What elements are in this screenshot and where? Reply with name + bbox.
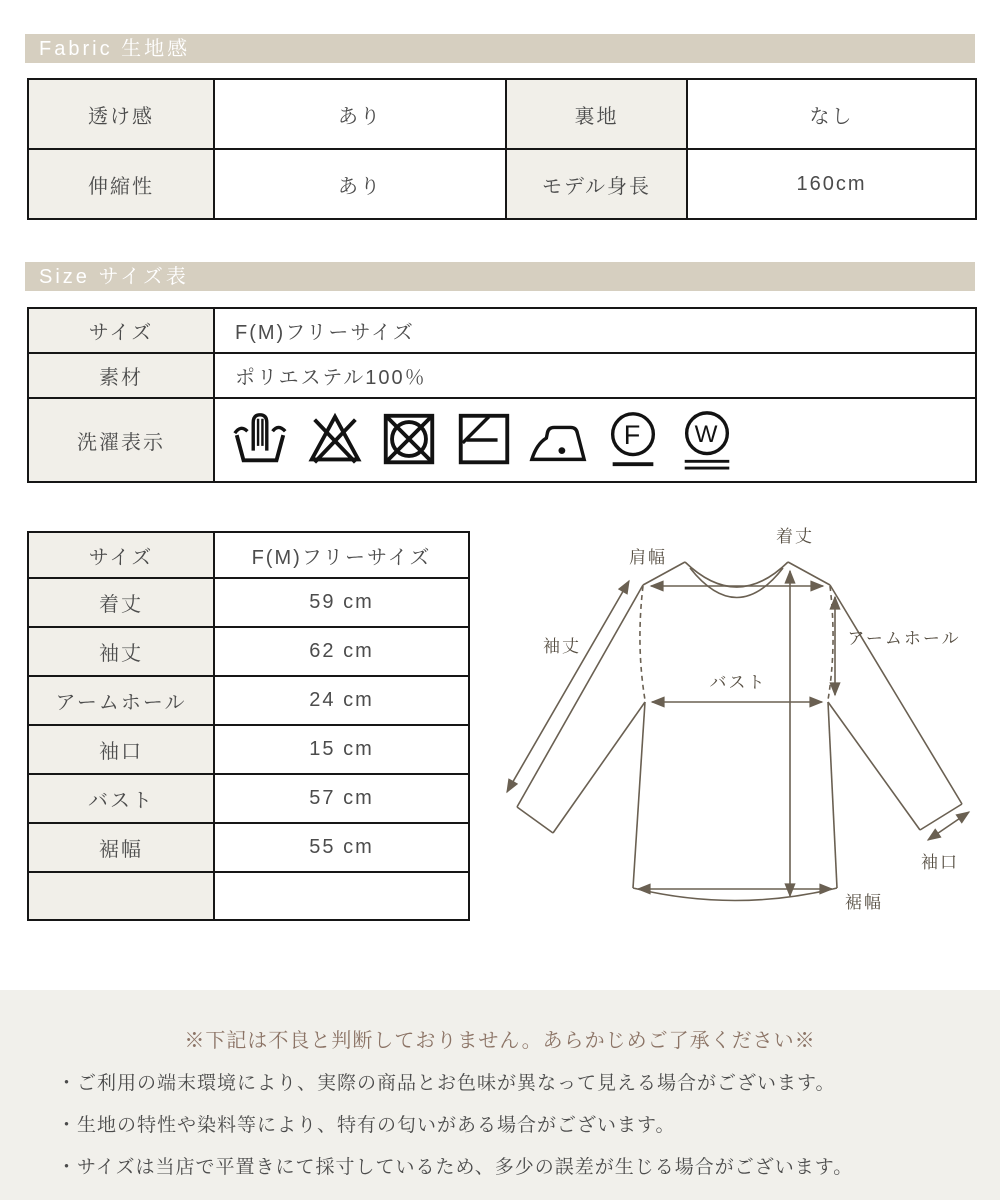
measurement-table (27, 531, 470, 921)
care-symbols (214, 398, 976, 482)
table-row (28, 308, 976, 353)
table-row (28, 149, 976, 219)
meas-label-empty (28, 872, 214, 920)
garment-measurement-diagram (470, 500, 1000, 940)
meas-value-cuff: 15 cm (214, 725, 469, 774)
list-item: ・ご利用の端末環境により、実際の商品とお色味が異なって見える場合がございます。 (57, 1073, 836, 1094)
meas-value-bust: 57 cm (214, 774, 469, 823)
disclaimer-title: ※下記は不良と判断しておりません。あらかじめご了承ください※ (184, 1030, 816, 1052)
diagram-label-sleeve: 袖丈 (543, 637, 581, 656)
size-value: F(M)フリーサイズ (214, 308, 976, 353)
fabric-label-sheerness: 透け感 (28, 79, 214, 149)
sleeve-length-arrow (507, 581, 629, 792)
wet-clean-W-icon (676, 407, 738, 473)
table-row (28, 823, 469, 872)
table-row (28, 398, 976, 482)
meas-value-empty (214, 872, 469, 920)
diagram-label-length: 着丈 (776, 527, 814, 546)
svg-text:F: F (623, 418, 643, 450)
diagram-label-shoulder: 肩幅 (629, 548, 667, 567)
material-label: 素材 (28, 353, 214, 398)
meas-col-header-size: サイズ (28, 532, 214, 578)
meas-col-header-value: F(M)フリーサイズ (214, 532, 469, 578)
list-item: ・生地の特性や染料等により、特有の匂いがある場合がございます。 (57, 1115, 676, 1136)
fabric-value-stretch: あり (214, 149, 506, 219)
table-row (28, 676, 469, 725)
table-row (28, 872, 469, 920)
fabric-value-model-height: 160cm (687, 149, 976, 219)
meas-value-armhole: 24 cm (214, 676, 469, 725)
measure-arrows (507, 571, 969, 896)
fabric-value-lining: なし (687, 79, 976, 149)
table-row (28, 578, 469, 627)
meas-label-cuff: 袖口 (28, 725, 214, 774)
fabric-label-model-height: モデル身長 (506, 149, 687, 219)
fabric-section-header: Fabric 生地感 (25, 34, 975, 63)
hand-wash-icon (229, 407, 291, 473)
size-info-table (27, 307, 977, 483)
fabric-table (27, 78, 977, 220)
do-not-tumble-dry-icon (378, 407, 440, 473)
meas-label-length: 着丈 (28, 578, 214, 627)
do-not-bleach-icon (304, 407, 366, 473)
table-row (28, 774, 469, 823)
fabric-value-sheerness: あり (214, 79, 506, 149)
svg-text:W: W (694, 420, 720, 448)
meas-label-armhole: アームホール (28, 676, 214, 725)
meas-value-sleeve: 62 cm (214, 627, 469, 676)
cuff-arrow (928, 812, 969, 840)
meas-label-sleeve: 袖丈 (28, 627, 214, 676)
table-row (28, 725, 469, 774)
fabric-label-stretch: 伸縮性 (28, 149, 214, 219)
list-item: ・サイズは当店で平置きにて採寸しているため、多少の誤差が生じる場合がございます。 (57, 1157, 854, 1178)
meas-label-hem: 裾幅 (28, 823, 214, 872)
dry-clean-F-icon (602, 407, 664, 473)
care-label: 洗濯表示 (28, 398, 214, 482)
diagram-label-bust: バスト (709, 673, 767, 692)
meas-value-hem: 55 cm (214, 823, 469, 872)
table-row (28, 79, 976, 149)
garment-outline (517, 562, 962, 901)
disclaimer-section (0, 990, 1000, 1200)
meas-value-length: 59 cm (214, 578, 469, 627)
diagram-label-armhole: アームホール (847, 629, 961, 648)
table-row (28, 627, 469, 676)
diagram-label-cuff: 袖口 (921, 853, 959, 872)
fabric-label-lining: 裏地 (506, 79, 687, 149)
diagram-label-hem: 裾幅 (845, 893, 883, 912)
table-row (28, 532, 469, 578)
iron-low-heat-icon (527, 407, 589, 473)
size-section-header: Size サイズ表 (25, 262, 975, 291)
flat-dry-in-shade-icon (453, 407, 515, 473)
material-value: ポリエステル100％ (214, 353, 976, 398)
meas-label-bust: バスト (28, 774, 214, 823)
table-row (28, 353, 976, 398)
size-label: サイズ (28, 308, 214, 353)
